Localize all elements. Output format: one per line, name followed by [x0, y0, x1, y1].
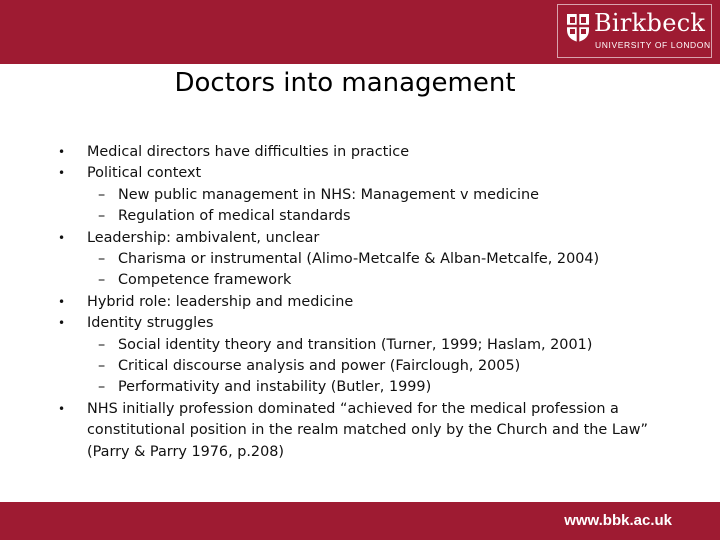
- sub-bullet-text: Competence framework: [118, 272, 292, 289]
- bullet-item: [58, 313, 658, 334]
- sub-bullet-text: Performativity and instability (Butler, 1999): [118, 379, 432, 396]
- sub-bullet-text: Critical discourse analysis and power (Fairclough, 2005): [118, 358, 521, 375]
- sub-bullet-text: Social identity theory and transition (Turner, 1999; Haslam, 2001): [118, 336, 593, 353]
- dash-icon: –: [98, 336, 106, 353]
- footer-bar: [0, 502, 720, 540]
- slide-content: [58, 142, 658, 463]
- sub-bullet-item: [58, 377, 658, 398]
- sub-bullet-item: [58, 356, 658, 377]
- sub-bullet-text: Regulation of medical standards: [118, 208, 351, 225]
- header-bar: [0, 0, 720, 64]
- bullet-dot-icon: •: [58, 145, 66, 159]
- bullet-dot-icon: •: [58, 316, 66, 331]
- bullet-text: Identity struggles: [87, 315, 214, 332]
- sub-bullet-item: [58, 185, 658, 206]
- bullet-text: Political context: [87, 165, 202, 182]
- bullet-text: Leadership: ambivalent, unclear: [87, 229, 320, 246]
- dash-icon: –: [98, 379, 106, 396]
- dash-icon: –: [98, 251, 106, 268]
- footer-url: www.bbk.ac.uk: [564, 512, 672, 529]
- bullet-item: [58, 228, 658, 249]
- dash-icon: –: [98, 272, 106, 289]
- bullet-dot-icon: •: [58, 230, 66, 245]
- bullet-text: NHS initially profession dominated “achieved for the medical profession a constitutional position in the realm matched only by the Church and the Law” (Parry & Parry 1976, p.208): [87, 400, 648, 460]
- bullet-item: [58, 142, 658, 163]
- dash-icon: –: [98, 208, 106, 225]
- logo-wordmark: Birkbeck: [594, 9, 706, 37]
- dash-icon: –: [98, 186, 106, 203]
- slide-title: Doctors into management: [174, 68, 516, 98]
- bullet-dot-icon: •: [58, 166, 66, 181]
- bullet-item: [58, 163, 658, 184]
- logo-subtitle: UNIVERSITY OF LONDON: [595, 40, 711, 50]
- sub-bullet-text: Charisma or instrumental (Alimo-Metcalfe & Alban-Metcalfe, 2004): [118, 251, 600, 268]
- crest-icon: [566, 13, 590, 43]
- sub-bullet-item: [58, 206, 658, 227]
- sub-bullet-text: New public management in NHS: Management v medicine: [118, 186, 539, 203]
- sub-bullet-item: [58, 249, 658, 270]
- bullet-item: [58, 399, 658, 463]
- bullet-text: Medical directors have difficulties in practice: [87, 144, 410, 160]
- bullet-text: Hybrid role: leadership and medicine: [87, 293, 354, 310]
- birkbeck-logo: [557, 4, 712, 58]
- bullet-item: [58, 292, 658, 313]
- sub-bullet-item: [58, 335, 658, 356]
- sub-bullet-item: [58, 270, 658, 291]
- bullet-dot-icon: •: [58, 294, 66, 309]
- dash-icon: –: [98, 358, 106, 375]
- bullet-dot-icon: •: [58, 401, 66, 416]
